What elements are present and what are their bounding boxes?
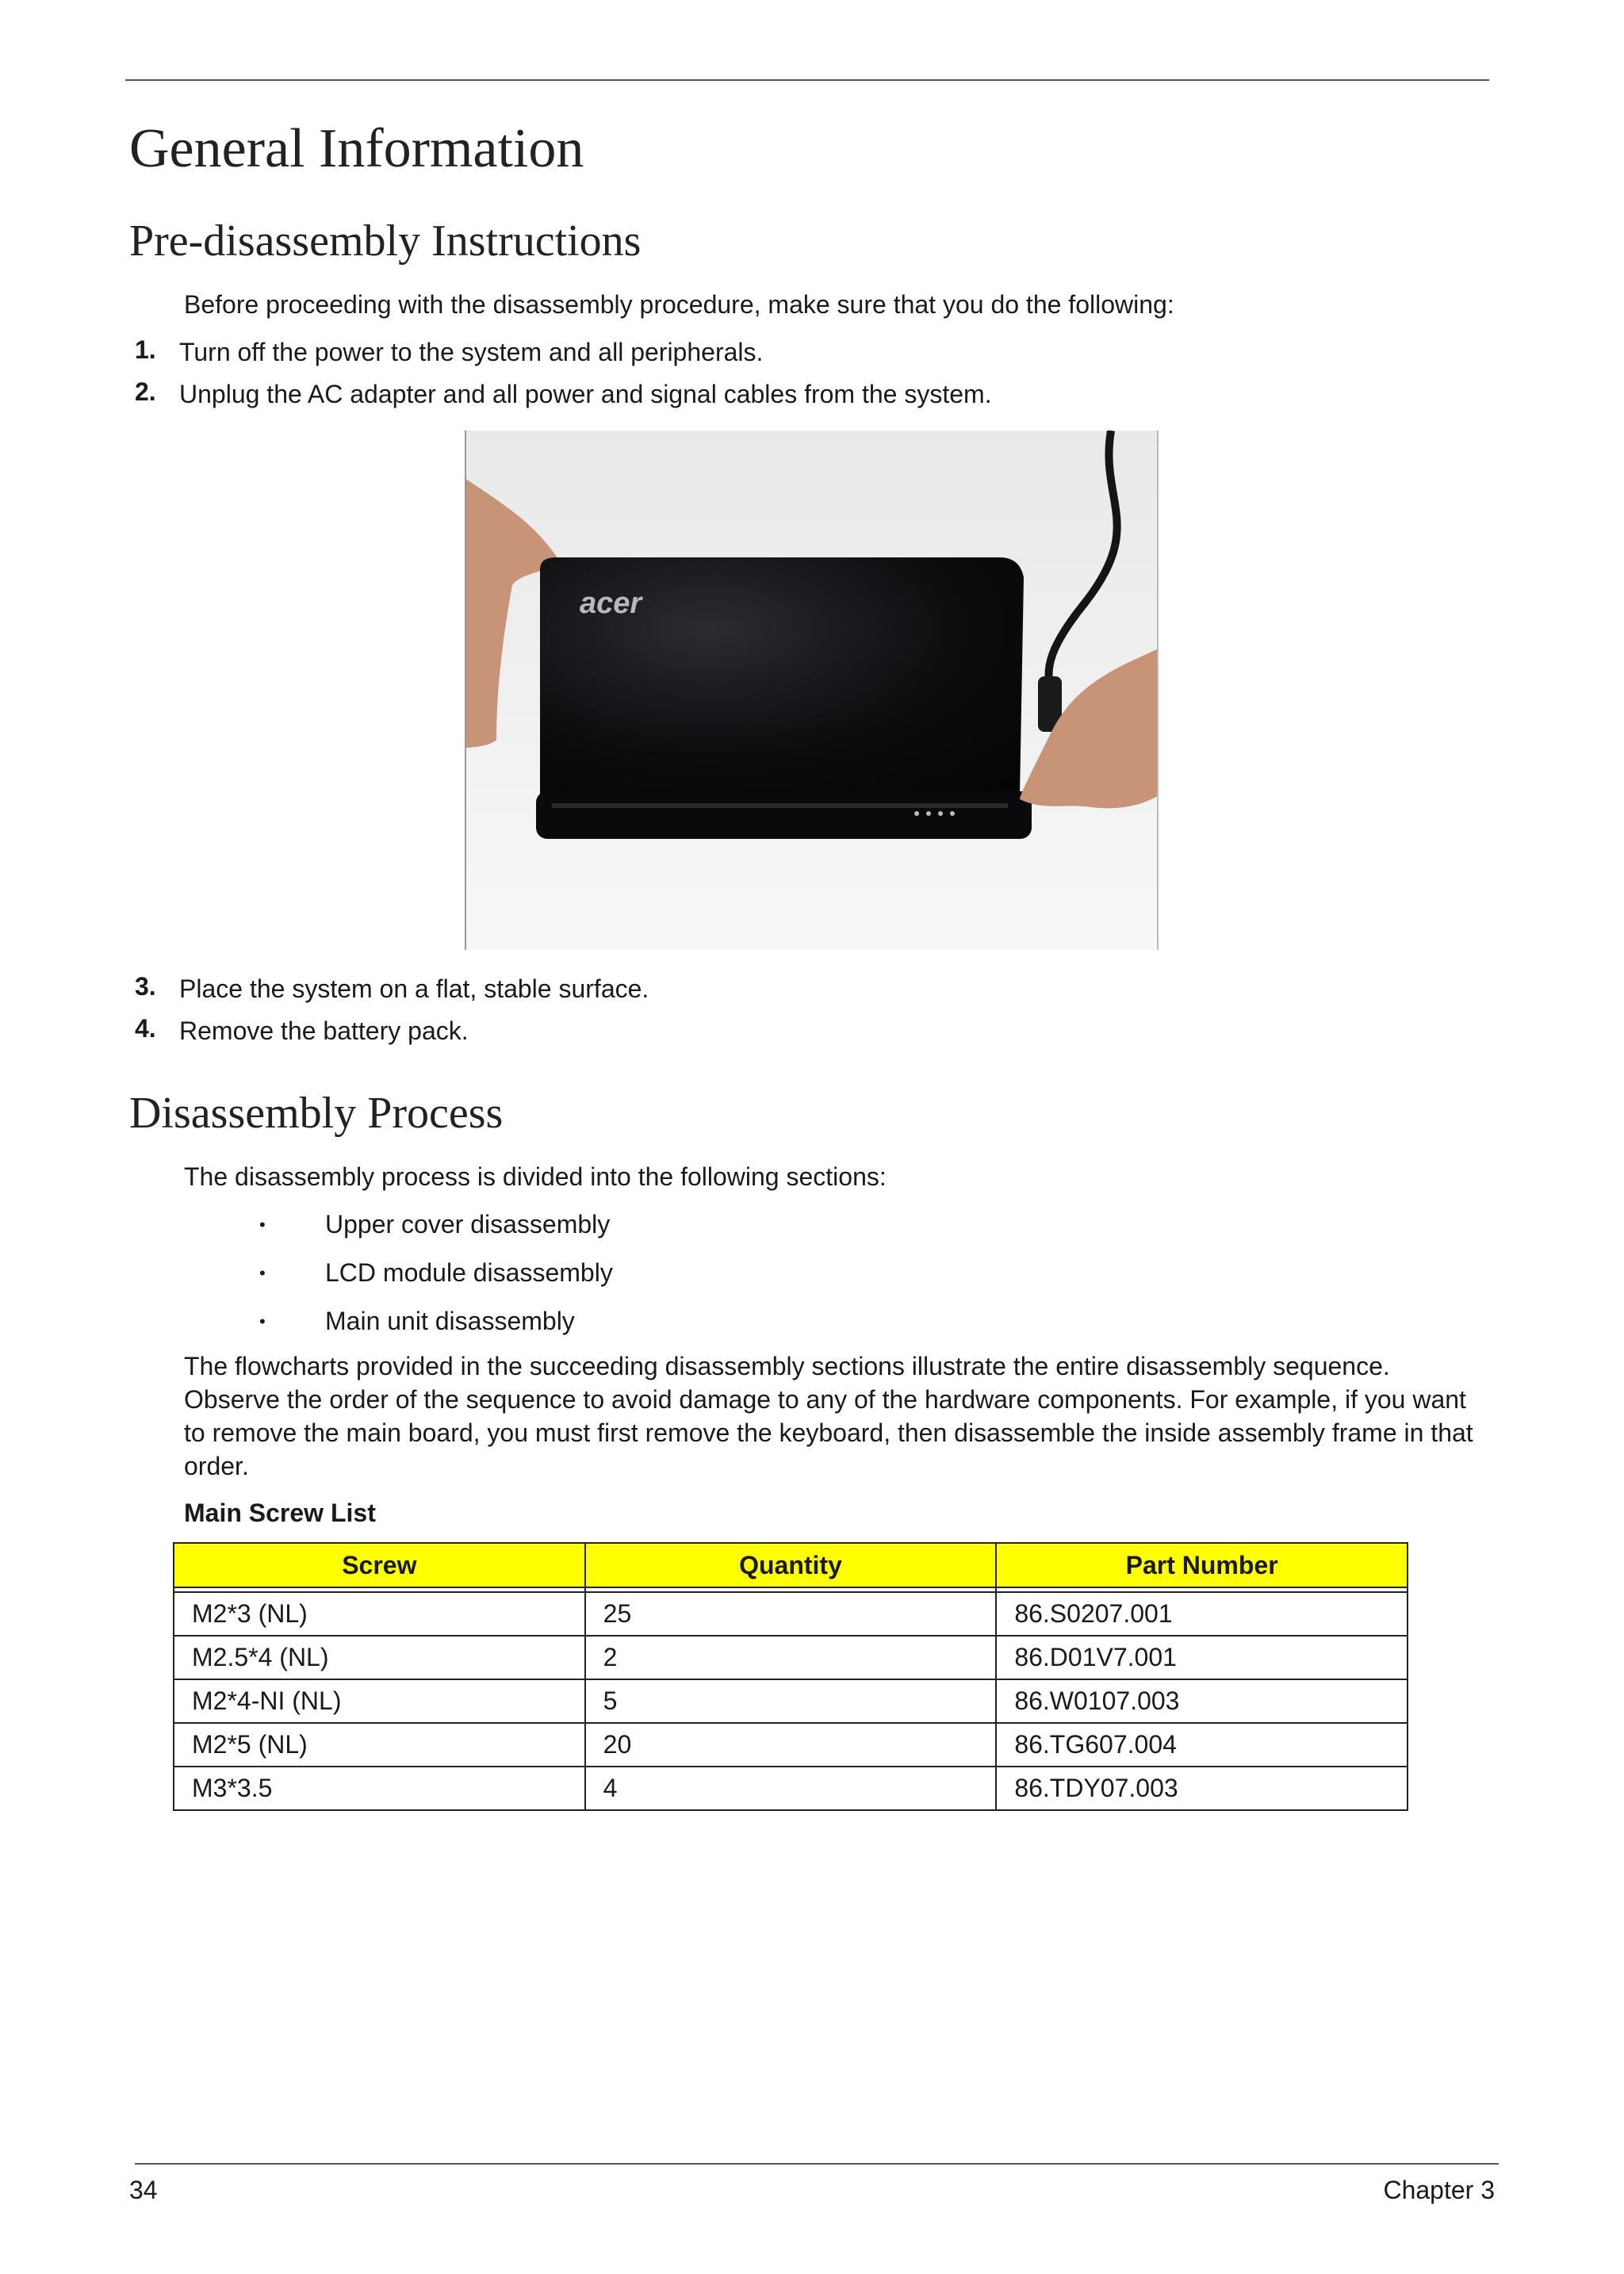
table-cell: 86.S0207.001 <box>996 1592 1408 1636</box>
page-title: General Information <box>129 118 584 179</box>
bullet-item: Main unit disassembly <box>325 1307 575 1335</box>
section-intro: Before proceeding with the disassembly procedure, make sure that you do the following: <box>184 290 1174 319</box>
table-row <box>174 1723 1408 1767</box>
step-text: Remove the battery pack. <box>179 1016 469 1045</box>
table-cell: 25 <box>585 1592 997 1636</box>
table-cell: 86.W0107.003 <box>996 1679 1408 1723</box>
acer-logo: acer <box>580 587 642 620</box>
table-cell: 2 <box>585 1636 997 1679</box>
table-cell: M2.5*4 (NL) <box>174 1636 585 1679</box>
column-header: Quantity <box>585 1543 997 1587</box>
step-number: 1. <box>135 335 156 364</box>
section-intro: The disassembly process is divided into the following sections: <box>184 1162 887 1191</box>
step-number: 2. <box>135 377 156 406</box>
table-row <box>174 1636 1408 1679</box>
step-number: 4. <box>135 1014 156 1043</box>
bullet-item: Upper cover disassembly <box>325 1210 611 1238</box>
footer-rule <box>135 2163 1499 2165</box>
section-title-disassembly-process: Disassembly Process <box>129 1089 504 1138</box>
bullet-item: LCD module disassembly <box>325 1258 613 1287</box>
step-text: Unplug the AC adapter and all power and signal cables from the system. <box>179 380 992 408</box>
table-cell: M3*3.5 <box>174 1767 585 1810</box>
flowchart-paragraph: The flowcharts provided in the succeeding disassembly sections illustrate the entire disassembly sequence. Observe the order of the sequence to avoid damage to any of the hardware components. For example, if you want to remove the main board, you must first remove the keyboard, then disassemble the inside assembly frame in that order. <box>184 1352 1473 1480</box>
table-cell: 86.D01V7.001 <box>996 1636 1408 1679</box>
table-row <box>174 1679 1408 1723</box>
bullet-icon: • <box>259 1215 266 1235</box>
top-rule <box>125 79 1489 81</box>
step-number: 3. <box>135 972 156 1001</box>
screw-table <box>173 1542 1408 1811</box>
step-text: Turn off the power to the system and all peripherals. <box>179 338 764 366</box>
column-header: Part Number <box>996 1543 1408 1587</box>
step-text: Place the system on a flat, stable surface. <box>179 974 649 1003</box>
table-cell: 4 <box>585 1767 997 1810</box>
table-header-row <box>174 1543 1408 1587</box>
chapter-label: Chapter 3 <box>1383 2176 1495 2204</box>
table-cell: 20 <box>585 1723 997 1767</box>
table-title: Main Screw List <box>184 1499 376 1527</box>
table-cell: M2*3 (NL) <box>174 1592 585 1636</box>
table-row <box>174 1592 1408 1636</box>
table-cell: M2*5 (NL) <box>174 1723 585 1767</box>
page-number: 34 <box>129 2176 158 2204</box>
table-cell: 86.TG607.004 <box>996 1723 1408 1767</box>
bullet-icon: • <box>259 1311 266 1331</box>
column-header: Screw <box>174 1543 585 1587</box>
table-cell: 5 <box>585 1679 997 1723</box>
table-cell: M2*4-NI (NL) <box>174 1679 585 1723</box>
bullet-icon: • <box>259 1263 266 1283</box>
netbook-photo <box>465 431 1159 950</box>
table-row <box>174 1767 1408 1810</box>
table-cell: 86.TDY07.003 <box>996 1767 1408 1810</box>
section-title-pre-disassembly: Pre-disassembly Instructions <box>129 216 642 266</box>
